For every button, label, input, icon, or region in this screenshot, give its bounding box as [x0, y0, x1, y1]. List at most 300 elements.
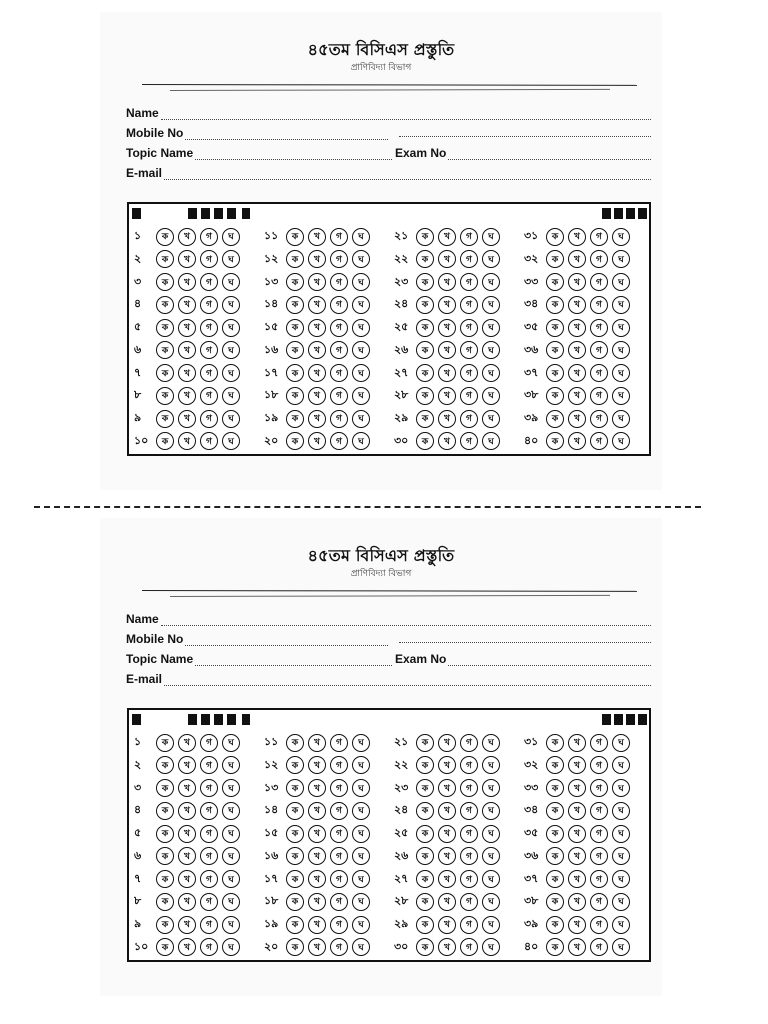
- answer-bubble[interactable]: ঘ: [222, 825, 240, 843]
- answer-bubble[interactable]: ক: [156, 893, 174, 911]
- answer-bubble[interactable]: ক: [416, 410, 434, 428]
- answer-bubble[interactable]: ক: [416, 734, 434, 752]
- answer-bubble[interactable]: গ: [200, 296, 218, 314]
- answer-bubble[interactable]: ক: [156, 779, 174, 797]
- answer-bubble[interactable]: ঘ: [482, 734, 500, 752]
- answer-bubble[interactable]: ক: [546, 410, 564, 428]
- answer-bubble[interactable]: ক: [416, 938, 434, 956]
- answer-bubble[interactable]: ঘ: [352, 734, 370, 752]
- answer-bubble[interactable]: গ: [460, 893, 478, 911]
- answer-bubble[interactable]: খ: [568, 432, 586, 450]
- answer-bubble[interactable]: ঘ: [352, 341, 370, 359]
- answer-bubble[interactable]: গ: [590, 847, 608, 865]
- answer-bubble[interactable]: খ: [178, 387, 196, 405]
- answer-bubble[interactable]: গ: [330, 802, 348, 820]
- answer-bubble[interactable]: খ: [568, 802, 586, 820]
- answer-bubble[interactable]: ক: [286, 273, 304, 291]
- answer-bubble[interactable]: গ: [460, 228, 478, 246]
- answer-bubble[interactable]: ঘ: [222, 432, 240, 450]
- answer-bubble[interactable]: ঘ: [352, 250, 370, 268]
- answer-bubble[interactable]: খ: [178, 802, 196, 820]
- answer-bubble[interactable]: গ: [330, 734, 348, 752]
- answer-bubble[interactable]: ঘ: [222, 779, 240, 797]
- topic-field[interactable]: [126, 146, 392, 160]
- answer-bubble[interactable]: ঘ: [482, 825, 500, 843]
- answer-bubble[interactable]: ঘ: [482, 364, 500, 382]
- answer-bubble[interactable]: গ: [460, 432, 478, 450]
- answer-bubble[interactable]: গ: [330, 296, 348, 314]
- answer-bubble[interactable]: গ: [330, 916, 348, 934]
- answer-bubble[interactable]: গ: [590, 319, 608, 337]
- answer-bubble[interactable]: গ: [330, 250, 348, 268]
- answer-bubble[interactable]: ঘ: [222, 756, 240, 774]
- email-line[interactable]: [164, 675, 651, 686]
- answer-bubble[interactable]: খ: [568, 273, 586, 291]
- answer-bubble[interactable]: ক: [156, 296, 174, 314]
- answer-bubble[interactable]: ক: [416, 893, 434, 911]
- answer-bubble[interactable]: খ: [308, 273, 326, 291]
- answer-bubble[interactable]: ঘ: [482, 273, 500, 291]
- answer-bubble[interactable]: ক: [546, 273, 564, 291]
- answer-bubble[interactable]: গ: [200, 847, 218, 865]
- answer-bubble[interactable]: ঘ: [352, 432, 370, 450]
- answer-bubble[interactable]: ক: [546, 296, 564, 314]
- answer-bubble[interactable]: গ: [590, 870, 608, 888]
- answer-bubble[interactable]: খ: [178, 893, 196, 911]
- answer-bubble[interactable]: গ: [590, 228, 608, 246]
- answer-bubble[interactable]: ক: [416, 432, 434, 450]
- topic-line[interactable]: [195, 149, 392, 160]
- answer-bubble[interactable]: ঘ: [352, 779, 370, 797]
- answer-bubble[interactable]: খ: [308, 341, 326, 359]
- answer-bubble[interactable]: গ: [460, 825, 478, 843]
- answer-bubble[interactable]: ক: [416, 228, 434, 246]
- answer-bubble[interactable]: ঘ: [222, 802, 240, 820]
- answer-bubble[interactable]: ক: [546, 847, 564, 865]
- answer-bubble[interactable]: ক: [156, 938, 174, 956]
- answer-bubble[interactable]: গ: [460, 847, 478, 865]
- answer-bubble[interactable]: ঘ: [482, 756, 500, 774]
- answer-bubble[interactable]: গ: [590, 364, 608, 382]
- answer-bubble[interactable]: ক: [156, 432, 174, 450]
- answer-bubble[interactable]: গ: [460, 779, 478, 797]
- answer-bubble[interactable]: গ: [200, 802, 218, 820]
- answer-bubble[interactable]: ক: [546, 916, 564, 934]
- answer-bubble[interactable]: ক: [156, 847, 174, 865]
- answer-bubble[interactable]: ঘ: [352, 802, 370, 820]
- answer-bubble[interactable]: গ: [330, 779, 348, 797]
- answer-bubble[interactable]: গ: [330, 870, 348, 888]
- answer-bubble[interactable]: গ: [330, 825, 348, 843]
- answer-bubble[interactable]: ক: [416, 273, 434, 291]
- answer-bubble[interactable]: গ: [330, 432, 348, 450]
- answer-bubble[interactable]: গ: [590, 734, 608, 752]
- answer-bubble[interactable]: ক: [546, 734, 564, 752]
- answer-bubble[interactable]: গ: [460, 250, 478, 268]
- answer-bubble[interactable]: ক: [416, 756, 434, 774]
- answer-bubble[interactable]: ক: [156, 341, 174, 359]
- answer-bubble[interactable]: ক: [156, 916, 174, 934]
- answer-bubble[interactable]: ঘ: [482, 779, 500, 797]
- answer-bubble[interactable]: ক: [416, 825, 434, 843]
- answer-bubble[interactable]: খ: [308, 296, 326, 314]
- answer-bubble[interactable]: গ: [460, 870, 478, 888]
- answer-bubble[interactable]: খ: [308, 250, 326, 268]
- answer-bubble[interactable]: গ: [460, 756, 478, 774]
- answer-bubble[interactable]: ঘ: [222, 916, 240, 934]
- answer-bubble[interactable]: খ: [308, 410, 326, 428]
- answer-bubble[interactable]: ক: [416, 341, 434, 359]
- answer-bubble[interactable]: ক: [416, 387, 434, 405]
- answer-bubble[interactable]: ক: [286, 847, 304, 865]
- answer-bubble[interactable]: খ: [438, 893, 456, 911]
- answer-bubble[interactable]: ক: [546, 779, 564, 797]
- answer-bubble[interactable]: ক: [546, 825, 564, 843]
- answer-bubble[interactable]: খ: [438, 228, 456, 246]
- answer-bubble[interactable]: ঘ: [352, 893, 370, 911]
- answer-bubble[interactable]: গ: [200, 734, 218, 752]
- mobile-field[interactable]: [126, 126, 388, 140]
- answer-bubble[interactable]: ঘ: [352, 825, 370, 843]
- answer-bubble[interactable]: খ: [178, 847, 196, 865]
- answer-bubble[interactable]: খ: [438, 938, 456, 956]
- answer-bubble[interactable]: ক: [286, 364, 304, 382]
- answer-bubble[interactable]: খ: [568, 319, 586, 337]
- answer-bubble[interactable]: গ: [330, 938, 348, 956]
- answer-bubble[interactable]: খ: [568, 916, 586, 934]
- answer-bubble[interactable]: ক: [416, 296, 434, 314]
- answer-bubble[interactable]: খ: [178, 296, 196, 314]
- answer-bubble[interactable]: গ: [590, 296, 608, 314]
- answer-bubble[interactable]: খ: [568, 870, 586, 888]
- answer-bubble[interactable]: ক: [156, 410, 174, 428]
- answer-bubble[interactable]: খ: [178, 319, 196, 337]
- answer-bubble[interactable]: ঘ: [352, 410, 370, 428]
- answer-bubble[interactable]: ঘ: [222, 296, 240, 314]
- answer-bubble[interactable]: ঘ: [612, 387, 630, 405]
- answer-bubble[interactable]: ক: [546, 756, 564, 774]
- answer-bubble[interactable]: গ: [460, 410, 478, 428]
- answer-bubble[interactable]: খ: [568, 734, 586, 752]
- answer-bubble[interactable]: গ: [460, 364, 478, 382]
- answer-bubble[interactable]: ক: [416, 802, 434, 820]
- exam-field[interactable]: [395, 146, 651, 160]
- answer-bubble[interactable]: গ: [200, 341, 218, 359]
- answer-bubble[interactable]: গ: [330, 228, 348, 246]
- answer-bubble[interactable]: খ: [568, 756, 586, 774]
- answer-bubble[interactable]: খ: [308, 228, 326, 246]
- answer-bubble[interactable]: খ: [568, 847, 586, 865]
- answer-bubble[interactable]: ঘ: [222, 893, 240, 911]
- answer-bubble[interactable]: ক: [156, 250, 174, 268]
- answer-bubble[interactable]: ঘ: [612, 296, 630, 314]
- answer-bubble[interactable]: ঘ: [612, 916, 630, 934]
- mobile-extra-field[interactable]: [397, 632, 651, 643]
- email-line[interactable]: [164, 169, 651, 180]
- answer-bubble[interactable]: ঘ: [222, 410, 240, 428]
- answer-bubble[interactable]: ঘ: [352, 387, 370, 405]
- answer-bubble[interactable]: ক: [546, 341, 564, 359]
- answer-bubble[interactable]: গ: [200, 228, 218, 246]
- answer-bubble[interactable]: ঘ: [352, 364, 370, 382]
- answer-bubble[interactable]: গ: [200, 825, 218, 843]
- answer-bubble[interactable]: গ: [460, 319, 478, 337]
- answer-bubble[interactable]: ঘ: [482, 432, 500, 450]
- answer-bubble[interactable]: ক: [286, 802, 304, 820]
- answer-bubble[interactable]: গ: [590, 779, 608, 797]
- answer-bubble[interactable]: খ: [438, 825, 456, 843]
- name-field[interactable]: [126, 106, 651, 120]
- answer-bubble[interactable]: খ: [308, 734, 326, 752]
- answer-bubble[interactable]: গ: [200, 319, 218, 337]
- answer-bubble[interactable]: ঘ: [612, 756, 630, 774]
- answer-bubble[interactable]: ক: [286, 870, 304, 888]
- answer-bubble[interactable]: ঘ: [352, 870, 370, 888]
- answer-bubble[interactable]: ক: [286, 296, 304, 314]
- answer-bubble[interactable]: ঘ: [482, 938, 500, 956]
- answer-bubble[interactable]: ক: [546, 802, 564, 820]
- answer-bubble[interactable]: গ: [330, 319, 348, 337]
- answer-bubble[interactable]: খ: [178, 364, 196, 382]
- answer-bubble[interactable]: খ: [178, 341, 196, 359]
- answer-bubble[interactable]: ঘ: [612, 893, 630, 911]
- answer-bubble[interactable]: ক: [546, 250, 564, 268]
- answer-bubble[interactable]: ক: [156, 387, 174, 405]
- answer-bubble[interactable]: খ: [438, 802, 456, 820]
- answer-bubble[interactable]: ক: [156, 756, 174, 774]
- answer-bubble[interactable]: খ: [308, 319, 326, 337]
- answer-bubble[interactable]: ঘ: [612, 734, 630, 752]
- answer-bubble[interactable]: ঘ: [222, 341, 240, 359]
- answer-bubble[interactable]: গ: [330, 387, 348, 405]
- answer-bubble[interactable]: খ: [438, 296, 456, 314]
- answer-bubble[interactable]: ক: [286, 916, 304, 934]
- mobile-line[interactable]: [185, 635, 388, 646]
- answer-bubble[interactable]: গ: [590, 802, 608, 820]
- answer-bubble[interactable]: ক: [156, 734, 174, 752]
- answer-bubble[interactable]: খ: [308, 938, 326, 956]
- answer-bubble[interactable]: ঘ: [352, 273, 370, 291]
- answer-bubble[interactable]: খ: [178, 734, 196, 752]
- answer-bubble[interactable]: গ: [590, 825, 608, 843]
- answer-bubble[interactable]: ঘ: [612, 802, 630, 820]
- answer-bubble[interactable]: ক: [286, 756, 304, 774]
- answer-bubble[interactable]: ঘ: [222, 273, 240, 291]
- answer-bubble[interactable]: ঘ: [612, 273, 630, 291]
- answer-bubble[interactable]: খ: [568, 387, 586, 405]
- answer-bubble[interactable]: গ: [200, 870, 218, 888]
- answer-bubble[interactable]: গ: [460, 341, 478, 359]
- answer-bubble[interactable]: খ: [178, 228, 196, 246]
- answer-bubble[interactable]: ঘ: [482, 250, 500, 268]
- answer-bubble[interactable]: গ: [330, 756, 348, 774]
- answer-bubble[interactable]: গ: [460, 296, 478, 314]
- answer-bubble[interactable]: খ: [438, 779, 456, 797]
- answer-bubble[interactable]: ঘ: [482, 341, 500, 359]
- answer-bubble[interactable]: ক: [546, 432, 564, 450]
- name-line[interactable]: [161, 109, 651, 120]
- exam-line[interactable]: [448, 655, 651, 666]
- answer-bubble[interactable]: ঘ: [222, 319, 240, 337]
- answer-bubble[interactable]: খ: [438, 410, 456, 428]
- answer-bubble[interactable]: ঘ: [352, 756, 370, 774]
- email-field[interactable]: [126, 166, 651, 180]
- answer-bubble[interactable]: গ: [200, 410, 218, 428]
- answer-bubble[interactable]: ঘ: [612, 319, 630, 337]
- answer-bubble[interactable]: খ: [178, 432, 196, 450]
- answer-bubble[interactable]: ঘ: [482, 296, 500, 314]
- answer-bubble[interactable]: ক: [286, 410, 304, 428]
- answer-bubble[interactable]: ক: [286, 387, 304, 405]
- answer-bubble[interactable]: ক: [546, 870, 564, 888]
- name-line[interactable]: [161, 615, 651, 626]
- answer-bubble[interactable]: খ: [568, 893, 586, 911]
- answer-bubble[interactable]: খ: [178, 756, 196, 774]
- answer-bubble[interactable]: খ: [308, 847, 326, 865]
- answer-bubble[interactable]: ঘ: [352, 847, 370, 865]
- answer-bubble[interactable]: খ: [568, 938, 586, 956]
- answer-bubble[interactable]: ঘ: [612, 779, 630, 797]
- answer-bubble[interactable]: ক: [546, 319, 564, 337]
- answer-bubble[interactable]: ক: [546, 387, 564, 405]
- answer-bubble[interactable]: ঘ: [352, 228, 370, 246]
- answer-bubble[interactable]: খ: [178, 916, 196, 934]
- answer-bubble[interactable]: খ: [308, 825, 326, 843]
- answer-bubble[interactable]: ক: [546, 228, 564, 246]
- answer-bubble[interactable]: গ: [200, 387, 218, 405]
- answer-bubble[interactable]: খ: [308, 870, 326, 888]
- answer-bubble[interactable]: ক: [416, 870, 434, 888]
- answer-bubble[interactable]: গ: [200, 432, 218, 450]
- answer-bubble[interactable]: খ: [308, 387, 326, 405]
- answer-bubble[interactable]: ঘ: [222, 734, 240, 752]
- answer-bubble[interactable]: খ: [178, 825, 196, 843]
- answer-bubble[interactable]: ঘ: [612, 228, 630, 246]
- answer-bubble[interactable]: ঘ: [222, 228, 240, 246]
- answer-bubble[interactable]: ঘ: [482, 410, 500, 428]
- answer-bubble[interactable]: খ: [438, 273, 456, 291]
- topic-line[interactable]: [195, 655, 392, 666]
- answer-bubble[interactable]: গ: [330, 847, 348, 865]
- answer-bubble[interactable]: গ: [200, 938, 218, 956]
- answer-bubble[interactable]: ঘ: [612, 410, 630, 428]
- email-field[interactable]: [126, 672, 651, 686]
- answer-bubble[interactable]: খ: [438, 916, 456, 934]
- answer-bubble[interactable]: ক: [286, 228, 304, 246]
- answer-bubble[interactable]: ক: [286, 825, 304, 843]
- answer-bubble[interactable]: খ: [178, 779, 196, 797]
- answer-bubble[interactable]: গ: [590, 410, 608, 428]
- answer-bubble[interactable]: গ: [590, 341, 608, 359]
- mobile-extra-field[interactable]: [397, 126, 651, 137]
- answer-bubble[interactable]: গ: [330, 410, 348, 428]
- answer-bubble[interactable]: খ: [308, 364, 326, 382]
- answer-bubble[interactable]: গ: [590, 250, 608, 268]
- answer-bubble[interactable]: গ: [200, 756, 218, 774]
- answer-bubble[interactable]: খ: [568, 410, 586, 428]
- answer-bubble[interactable]: ঘ: [482, 228, 500, 246]
- answer-bubble[interactable]: ক: [286, 779, 304, 797]
- answer-bubble[interactable]: খ: [438, 870, 456, 888]
- answer-bubble[interactable]: গ: [200, 893, 218, 911]
- answer-bubble[interactable]: খ: [178, 870, 196, 888]
- answer-bubble[interactable]: ক: [416, 779, 434, 797]
- answer-bubble[interactable]: ক: [286, 938, 304, 956]
- topic-field[interactable]: [126, 652, 392, 666]
- answer-bubble[interactable]: ক: [156, 870, 174, 888]
- answer-bubble[interactable]: ঘ: [482, 916, 500, 934]
- answer-bubble[interactable]: ক: [156, 825, 174, 843]
- answer-bubble[interactable]: গ: [200, 364, 218, 382]
- answer-bubble[interactable]: খ: [308, 893, 326, 911]
- answer-bubble[interactable]: গ: [460, 387, 478, 405]
- answer-bubble[interactable]: খ: [438, 341, 456, 359]
- exam-field[interactable]: [395, 652, 651, 666]
- answer-bubble[interactable]: ঘ: [352, 938, 370, 956]
- answer-bubble[interactable]: খ: [438, 432, 456, 450]
- answer-bubble[interactable]: ক: [286, 734, 304, 752]
- answer-bubble[interactable]: ঘ: [612, 341, 630, 359]
- mobile-line[interactable]: [185, 129, 388, 140]
- answer-bubble[interactable]: গ: [460, 802, 478, 820]
- answer-bubble[interactable]: খ: [438, 319, 456, 337]
- answer-bubble[interactable]: খ: [568, 779, 586, 797]
- answer-bubble[interactable]: গ: [330, 893, 348, 911]
- answer-bubble[interactable]: ক: [546, 893, 564, 911]
- answer-bubble[interactable]: গ: [590, 938, 608, 956]
- answer-bubble[interactable]: খ: [568, 296, 586, 314]
- answer-bubble[interactable]: ঘ: [482, 319, 500, 337]
- answer-bubble[interactable]: ক: [286, 250, 304, 268]
- answer-bubble[interactable]: গ: [460, 734, 478, 752]
- answer-bubble[interactable]: গ: [590, 893, 608, 911]
- answer-bubble[interactable]: ঘ: [612, 825, 630, 843]
- answer-bubble[interactable]: গ: [200, 273, 218, 291]
- answer-bubble[interactable]: ক: [156, 228, 174, 246]
- answer-bubble[interactable]: খ: [568, 825, 586, 843]
- answer-bubble[interactable]: খ: [438, 387, 456, 405]
- answer-bubble[interactable]: খ: [178, 250, 196, 268]
- answer-bubble[interactable]: ক: [416, 847, 434, 865]
- answer-bubble[interactable]: ঘ: [222, 938, 240, 956]
- mobile-extra-line[interactable]: [399, 126, 651, 137]
- answer-bubble[interactable]: ঘ: [222, 250, 240, 268]
- answer-bubble[interactable]: ঘ: [482, 847, 500, 865]
- answer-bubble[interactable]: খ: [308, 802, 326, 820]
- answer-bubble[interactable]: খ: [308, 756, 326, 774]
- answer-bubble[interactable]: ক: [416, 319, 434, 337]
- answer-bubble[interactable]: গ: [590, 916, 608, 934]
- answer-bubble[interactable]: গ: [460, 916, 478, 934]
- answer-bubble[interactable]: খ: [438, 847, 456, 865]
- answer-bubble[interactable]: খ: [568, 228, 586, 246]
- answer-bubble[interactable]: গ: [330, 364, 348, 382]
- answer-bubble[interactable]: গ: [200, 779, 218, 797]
- exam-line[interactable]: [448, 149, 651, 160]
- mobile-extra-line[interactable]: [399, 632, 651, 643]
- answer-bubble[interactable]: খ: [178, 410, 196, 428]
- answer-bubble[interactable]: ঘ: [482, 893, 500, 911]
- answer-bubble[interactable]: খ: [568, 341, 586, 359]
- answer-bubble[interactable]: ঘ: [612, 364, 630, 382]
- answer-bubble[interactable]: ক: [546, 364, 564, 382]
- answer-bubble[interactable]: ক: [156, 319, 174, 337]
- answer-bubble[interactable]: গ: [590, 432, 608, 450]
- answer-bubble[interactable]: ঘ: [482, 802, 500, 820]
- answer-bubble[interactable]: গ: [460, 938, 478, 956]
- answer-bubble[interactable]: ক: [286, 341, 304, 359]
- answer-bubble[interactable]: খ: [568, 364, 586, 382]
